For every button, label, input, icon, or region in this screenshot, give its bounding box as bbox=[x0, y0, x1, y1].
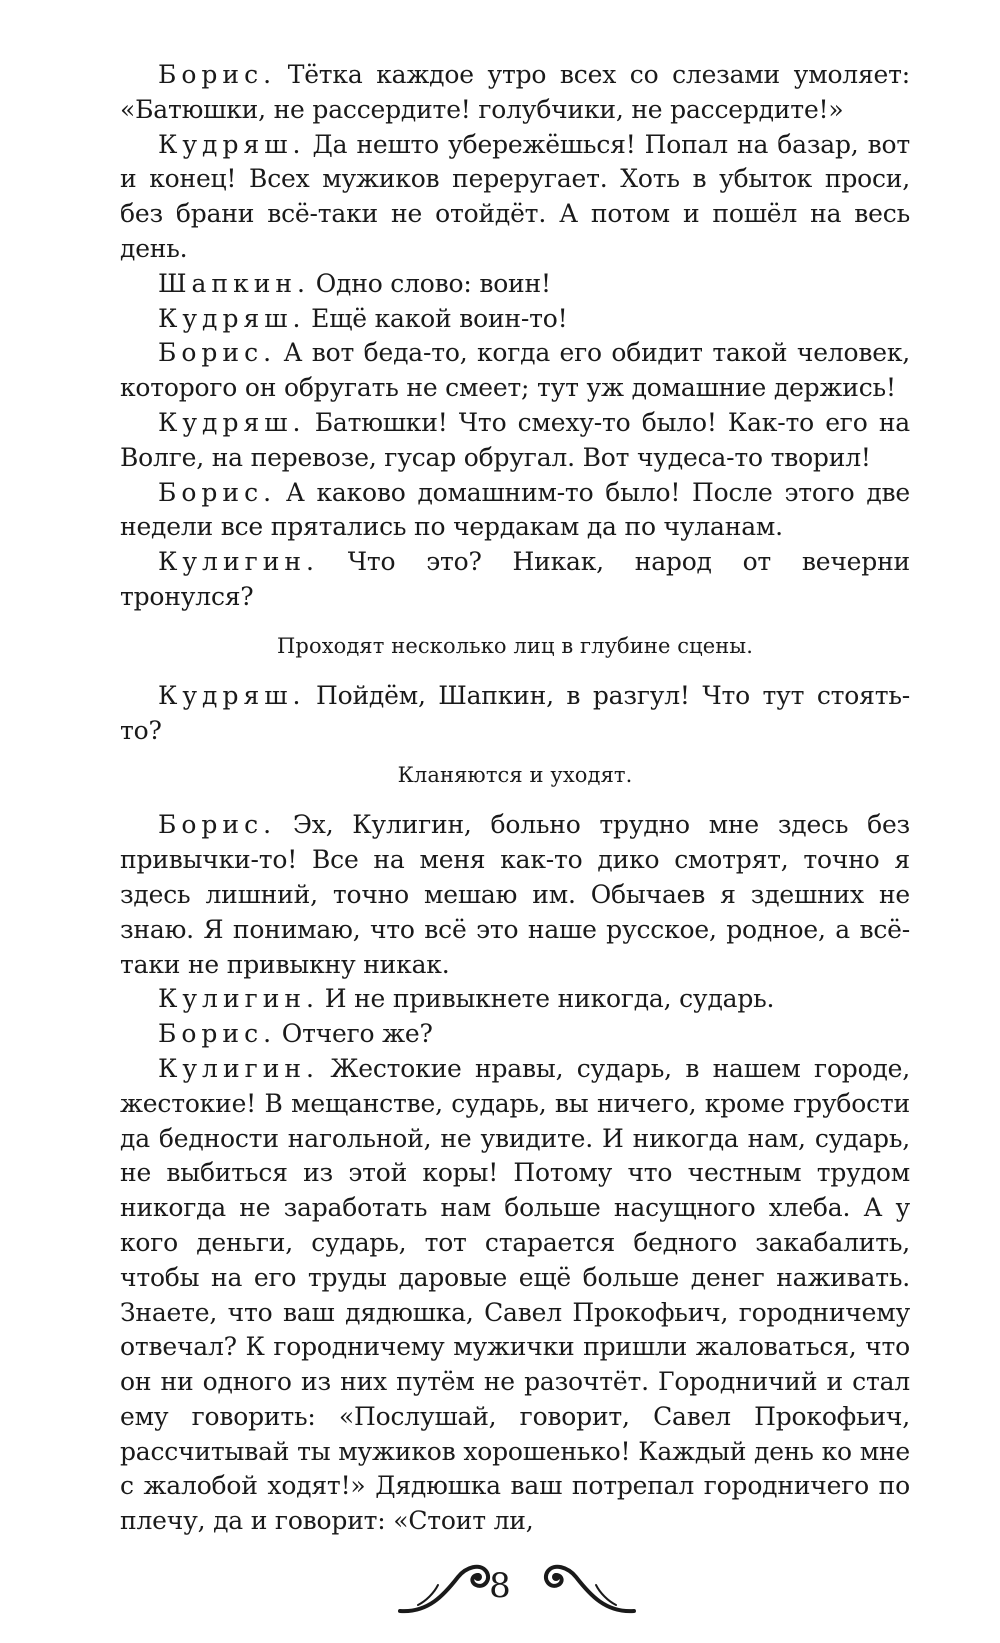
speech-text: Батюшки! Что смеху-то было! Как-то его на Волге, на перевозе, гусар обругал. Вот чудеса-то творил! bbox=[120, 407, 910, 472]
speaker-name: Борис. bbox=[158, 60, 277, 89]
speaker-name: Кудряш. bbox=[158, 303, 306, 333]
speech-text: Ещё какой воин-то! bbox=[303, 303, 568, 333]
speech-line bbox=[120, 267, 910, 302]
speech-line bbox=[120, 476, 910, 546]
speaker-name: Кулигин. bbox=[158, 984, 319, 1014]
speech-line bbox=[120, 406, 910, 476]
speaker-name: Борис. bbox=[158, 477, 277, 507]
speech-text: А каково домашним-то было! После этого две недели все прятались по чердакам да по чуланам. bbox=[120, 477, 910, 542]
speaker-name: Кулигин. bbox=[158, 1053, 319, 1083]
speech-line bbox=[120, 128, 910, 267]
page-body bbox=[120, 58, 910, 1539]
stage-direction: Кланяются и уходят. bbox=[397, 763, 633, 788]
speech-text: Жестокие нравы, сударь, в нашем городе, жестокие! В мещанстве, сударь, вы ничего, кроме грубости да бедности нагольной, не увидите. И никогда нам, сударь, не выбиться из этой коры! Потому что честным трудом никогда не заработать нам больше насущного хлеба. А у кого деньги, сударь, тот старается бедного закабалить, чтобы на его труды даровые ещё больше денег наживать. Знаете, что ваш дядюшка, Савел Прокофьич, городничему отвечал? К городничему мужички пришли жаловаться, что он ни одного из них путём не разочтёт. Городничий и стал ему говорить: «Послушай, говорит, Савел Прокофьич, рассчитывай ты мужиков хорошенько! Каждый день ко мне с жалобой ходят!» Дядюшка ваш потрепал городничего по плечу, да и говорит: «Стоит ли, bbox=[120, 1053, 910, 1536]
speech-text: Да нешто убережёшься! Попал на базар, вот и конец! Всех мужиков переругает. Хоть в убыток проси, без брани всё-таки не отойдёт. А потом и пошёл на весь день. bbox=[120, 129, 910, 263]
speech-text: Тётка каждое утро всех со слезами умоляет: «Батюшки, не рассердите! голубчики, не рассердите!» bbox=[120, 60, 910, 124]
speech-text: Что это? Никак, народ от вечерни тронулся? bbox=[120, 547, 910, 611]
speech-text: И не привыкнете никогда, сударь. bbox=[316, 984, 775, 1014]
page-number: 8 bbox=[489, 1566, 511, 1606]
speech-line bbox=[120, 1052, 910, 1539]
speech-text: Пойдём, Шапкин, в разгул! Что тут стоять-то? bbox=[120, 680, 910, 745]
speaker-name: Кудряш. bbox=[158, 129, 306, 159]
speech-text: Отчего же? bbox=[274, 1019, 433, 1049]
speech-line bbox=[120, 982, 910, 1017]
speech-line bbox=[120, 679, 910, 749]
speech-line bbox=[120, 336, 910, 406]
speaker-name: Борис. bbox=[158, 338, 277, 368]
speech-line bbox=[120, 302, 910, 337]
right-flourish-icon bbox=[540, 1555, 636, 1621]
speaker-name: Кудряш. bbox=[158, 407, 306, 437]
speaker-name: Борис. bbox=[158, 1019, 277, 1049]
speaker-name: Шапкин. bbox=[158, 268, 310, 298]
speaker-name: Кудряш. bbox=[158, 680, 306, 710]
speech-line bbox=[120, 545, 910, 615]
speaker-name: Борис. bbox=[158, 810, 277, 840]
speech-text: Эх, Кулигин, больно трудно мне здесь без привычки-то! Все на меня как-то дико смотрят, точно я здесь лишний, точно мешаю им. Обычаев я здешних не знаю. Я понимаю, что всё это наше русское, родное, а всё-таки не привыкну никак. bbox=[120, 810, 910, 979]
speech-line bbox=[120, 58, 910, 128]
speaker-name: Кулигин. bbox=[158, 547, 319, 577]
stage-direction: Проходят несколько лиц в глубине сцены. bbox=[277, 633, 753, 658]
speech-line bbox=[120, 1017, 910, 1052]
speech-line bbox=[120, 808, 910, 982]
speech-text: А вот беда-то, когда его обидит такой человек, которого он обругать не смеет; тут уж домашние держись! bbox=[120, 338, 910, 403]
page-footer bbox=[0, 1555, 1000, 1625]
speech-text: Одно слово: воин! bbox=[308, 268, 551, 298]
